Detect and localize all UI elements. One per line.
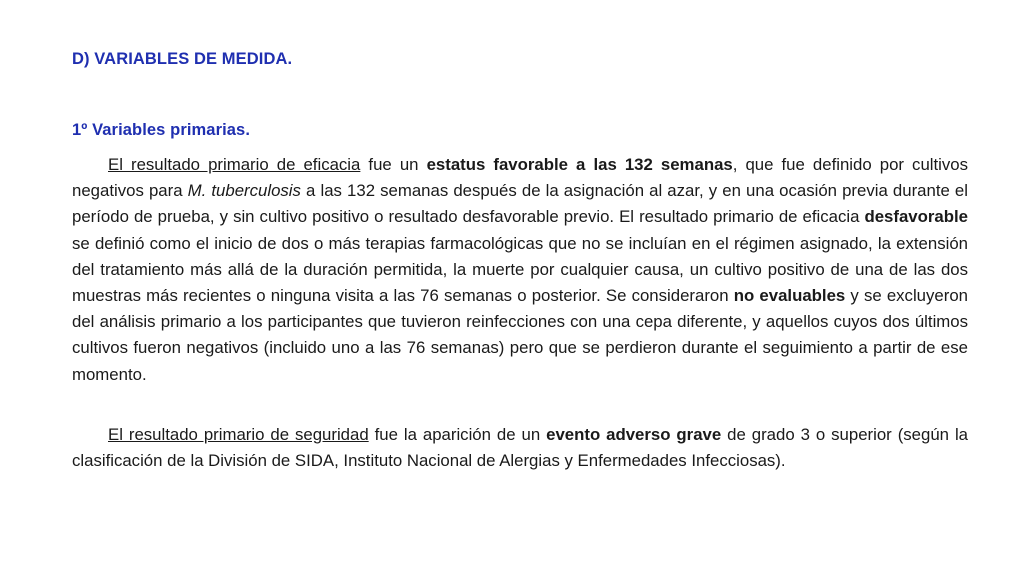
text-run: de grado 3 o superior (según la clasificación de la División de SIDA, Instituto Nacional de Alergias y Enfermedades Infecciosas). bbox=[72, 425, 969, 471]
text-run: y se excluyeron del análisis primario a los participantes que tuvieron reinfecciones con una cepa diferente, y aquellos cuyos dos últimos cultivos fueron negativos (incluido uno a las 76 semanas) pero que se perdieron durante el seguimiento a partir de ese momento. bbox=[72, 286, 968, 384]
unfavorable-term: desfavorable bbox=[864, 207, 968, 227]
safety-paragraph bbox=[72, 422, 968, 474]
text-run: fue un bbox=[360, 155, 427, 174]
text-run: a las 132 semanas después de la asignación al azar, y en una ocasión previa durante el período de prueba, y sin cultivo positivo o resultado desfavorable previo. El resultado primario de eficacia bbox=[72, 181, 968, 227]
favorable-status-term: estatus favorable a las 132 semanas bbox=[426, 155, 733, 174]
efficacy-outcome-term: El resultado primario de eficacia bbox=[108, 155, 361, 174]
text-run: fue la aparición de un bbox=[368, 425, 547, 444]
efficacy-paragraph bbox=[72, 152, 968, 388]
adverse-event-term: evento adverso grave bbox=[546, 425, 722, 444]
section-heading: D) VARIABLES DE MEDIDA. bbox=[72, 50, 293, 68]
species-name: M. tuberculosis bbox=[187, 181, 301, 201]
text-run: se definió como el inicio de dos o más terapias farmacológicas que no se incluían en el régimen asignado, la extensión del tratamiento más allá de la duración permitida, la muerte por cualquier causa, un cultivo positivo de una de las dos muestras más recientes o ninguna visita a las 76 semanas o posterior. Se consideraron bbox=[72, 233, 968, 306]
not-evaluable-term: no evaluables bbox=[733, 286, 846, 306]
text-run: , que fue definido por cultivos negativos para bbox=[72, 155, 969, 201]
safety-outcome-term: El resultado primario de seguridad bbox=[108, 425, 369, 444]
subsection-heading: 1º Variables primarias. bbox=[72, 121, 251, 139]
